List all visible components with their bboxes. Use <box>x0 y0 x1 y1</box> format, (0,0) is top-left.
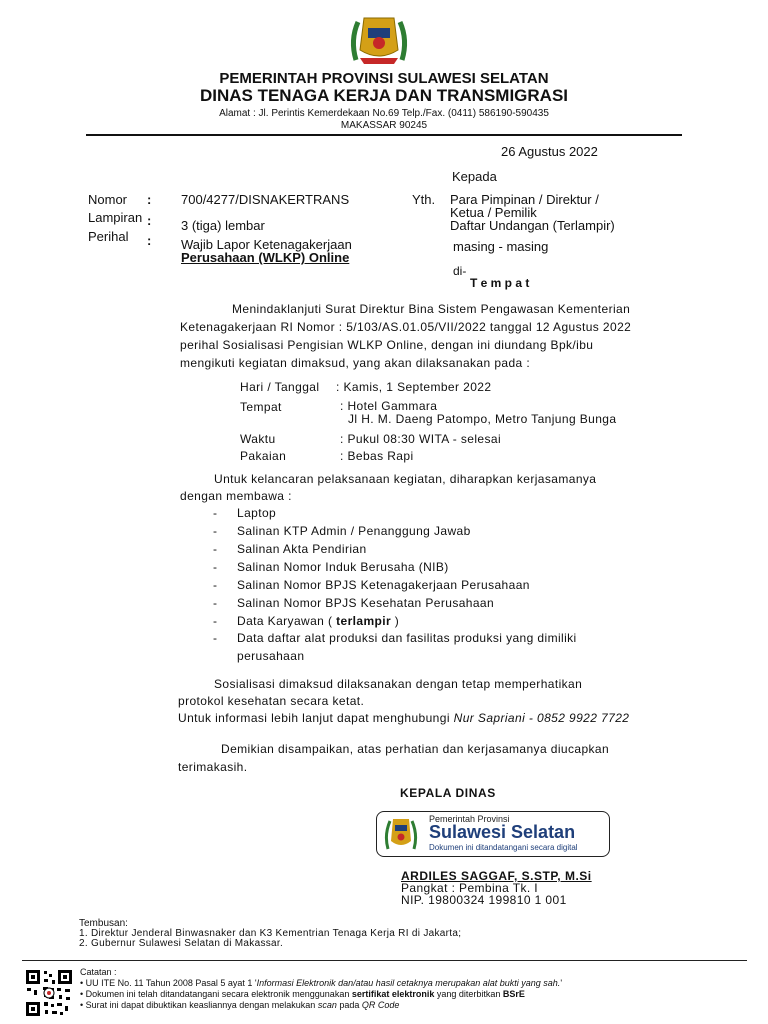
recipient-kepada: Kepada <box>452 169 497 184</box>
header-address: Alamat : Jl. Perintis Kemerdekaan No.69 Telp./Fax. (0411) 586190-590435 <box>219 108 549 119</box>
paragraph4-line2: terimakasih. <box>178 760 248 774</box>
lampiran-label: Lampiran <box>88 210 143 225</box>
list-item: - Salinan Nomor Induk Berusaha (NIB) <box>213 560 449 574</box>
paragraph1-line2: Ketenagakerjaan RI Nomor : 5/103/AS.01.05/VII/2022 tanggal 12 Agustus 2022 <box>180 320 632 334</box>
header-agency: DINAS TENAGA KERJA DAN TRANSMIGRASI <box>199 86 569 105</box>
perihal-value-line1: Wajib Lapor Ketenagakerjaan <box>181 237 352 252</box>
list-item: - Salinan Akta Pendirian <box>213 542 367 556</box>
event-waktu-value: : Pukul 08:30 WITA - selesai <box>340 432 502 446</box>
event-pakaian-label: Pakaian <box>240 449 287 463</box>
event-hari-label: Hari / Tanggal <box>240 380 320 394</box>
list-item: - Data Karyawan ( terlampir ) <box>213 614 400 628</box>
nomor-label: Nomor <box>88 192 128 207</box>
header-government: PEMERINTAH PROVINSI SULAWESI SELATAN <box>219 70 549 87</box>
event-tempat-value1: : Hotel Gammara <box>340 399 438 413</box>
list-item: - Laptop <box>213 506 277 520</box>
paragraph4-line1: Demikian disampaikan, atas perhatian dan kerjasamanya diucapkan <box>221 742 610 756</box>
recipient-yth: Yth. <box>412 192 436 207</box>
paragraph2-line2: dengan membawa : <box>180 489 292 503</box>
recipient-line3: Daftar Undangan (Terlampir) <box>450 218 615 233</box>
letter-date: 26 Agustus 2022 <box>501 144 598 159</box>
event-waktu-label: Waktu <box>240 432 276 446</box>
signatory-rank: Pangkat : Pembina Tk. I <box>401 881 539 895</box>
paragraph2-line1: Untuk kelancaran pelaksanaan kegiatan, diharapkan kerjasamanya <box>214 472 597 486</box>
qr-code-icon[interactable] <box>24 968 74 1018</box>
tembusan-item: 2. Gubernur Sulawesi Selatan di Makassar. <box>79 938 284 949</box>
signatory-name: ARDILES SAGGAF, S.STP, M.Si <box>401 869 592 883</box>
signature-title: KEPALA DINAS <box>400 786 496 800</box>
tembusan-item: 1. Direktur Jenderal Binwasnaker dan K3 Kementrian Tenaga Kerja RI di Jakarta; <box>79 928 462 939</box>
footer-divider <box>22 960 747 961</box>
catatan-title: Catatan : <box>80 967 117 977</box>
perihal-colon: : <box>147 233 152 248</box>
list-item: - Salinan Nomor BPJS Kesehatan Perusahaan <box>213 596 495 610</box>
paragraph1-line4: mengikuti kegiatan dimaksud, yang akan dilaksanakan pada : <box>180 356 531 370</box>
paragraph3-line1: Sosialisasi dimaksud dilaksanakan dengan tetap memperhatikan <box>214 677 583 691</box>
badge-title: Sulawesi Selatan <box>429 822 576 842</box>
province-emblem-icon <box>346 10 412 66</box>
event-tempat-value2: Jl H. M. Daeng Patompo, Metro Tanjung Bunga <box>348 412 617 426</box>
list-item-continuation: perusahaan <box>237 649 305 663</box>
recipient-tempat: T e m p a t <box>470 276 530 290</box>
paragraph3-line3: Untuk informasi lebih lanjut dapat menghubungi Nur Sapriani - 0852 9922 7722 <box>178 711 630 725</box>
badge-subtitle: Dokumen ini ditandatangani secara digital <box>429 843 578 852</box>
catatan-line3: • Surat ini dapat dibuktikan keasliannya dengan melakukan scan pada QR Code <box>80 1000 400 1010</box>
list-item: - Salinan Nomor BPJS Ketenagakerjaan Perusahaan <box>213 578 530 592</box>
perihal-value-line2: Perusahaan (WLKP) Online <box>181 250 350 265</box>
contact-person: Nur Sapriani - 0852 9922 7722 <box>453 711 630 725</box>
catatan-line2: • Dokumen ini telah ditandatangani secara elektronik menggunakan sertifikat elektronik yang diterbitkan BSrE <box>80 989 525 999</box>
nomor-colon: : <box>147 192 152 207</box>
catatan-line1: • UU ITE No. 11 Tahun 2008 Pasal 5 ayat 1 'Informasi Elektronik dan/atau hasil cetaknya merupakan alat bukti yang sah.' <box>80 978 563 988</box>
event-pakaian-value: : Bebas Rapi <box>340 449 414 463</box>
tembusan-title: Tembusan: <box>79 918 128 929</box>
header-city: MAKASSAR 90245 <box>340 120 428 131</box>
recipient-line2: Ketua / Pemilik <box>450 205 537 220</box>
recipient-line1: Para Pimpinan / Direktur / <box>450 192 599 207</box>
recipient-di: di- <box>453 264 467 278</box>
event-tempat-label: Tempat <box>240 400 282 414</box>
perihal-label: Perihal <box>88 229 129 244</box>
recipient-line4: masing - masing <box>453 239 549 254</box>
lampiran-value: 3 (tiga) lembar <box>181 218 265 233</box>
nomor-value: 700/4277/DISNAKERTRANS <box>181 192 350 207</box>
header-divider <box>86 134 682 136</box>
list-item: - Data daftar alat produksi dan fasilitas produksi yang dimiliki <box>213 631 577 645</box>
paragraph1-line3: perihal Sosialisasi Pengisian WLKP Online, dengan ini diundang Bpk/ibu <box>180 338 594 352</box>
paragraph3-line2: protokol kesehatan secara ketat. <box>178 694 365 708</box>
province-emblem-icon <box>383 815 419 853</box>
event-hari-value: : Kamis, 1 September 2022 <box>336 380 492 394</box>
digital-signature-badge <box>376 811 610 857</box>
signatory-nip: NIP. 19800324 199810 1 001 <box>401 893 567 907</box>
list-item: - Salinan KTP Admin / Penanggung Jawab <box>213 524 471 538</box>
paragraph1-line1: Menindaklanjuti Surat Direktur Bina Sistem Pengawasan Kementerian <box>232 302 631 316</box>
lampiran-colon: : <box>147 213 152 228</box>
badge-small-text: Pemerintah Provinsi <box>429 814 510 824</box>
